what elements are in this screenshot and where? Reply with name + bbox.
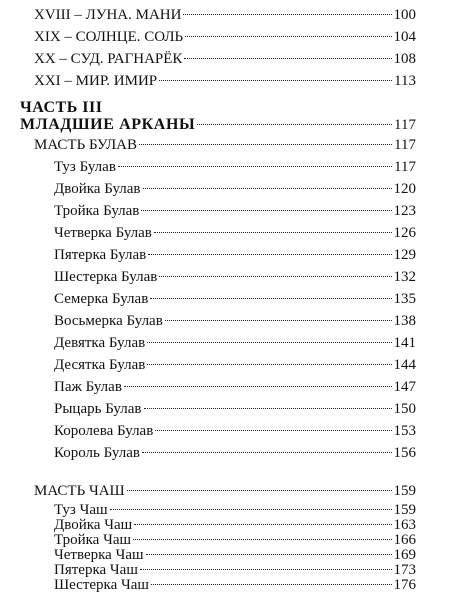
card-page: 173 [393, 562, 416, 578]
dot-leader [146, 553, 392, 555]
dot-leader [118, 165, 392, 167]
toc-entry[interactable] [34, 26, 416, 48]
suit-page: 159 [393, 483, 416, 499]
card-page: 132 [393, 269, 416, 285]
toc-entry-label: XVIII – ЛУНА. МАНИ [34, 7, 182, 23]
card-label: Шестерка Булав [54, 269, 158, 285]
dot-leader [147, 341, 391, 343]
dot-leader [133, 538, 391, 540]
card-page: 138 [393, 313, 416, 329]
card-entry[interactable] [54, 222, 416, 244]
card-entry[interactable] [54, 442, 416, 464]
dot-leader [110, 508, 392, 510]
dot-leader [143, 187, 392, 189]
dot-leader [151, 583, 392, 585]
card-entry[interactable] [54, 398, 416, 420]
dot-leader [185, 35, 391, 37]
card-label: Туз Чаш [54, 502, 108, 518]
dot-leader [147, 363, 391, 365]
card-page: 126 [393, 225, 416, 241]
card-label: Король Булав [54, 445, 140, 461]
card-label: Королева Булав [54, 423, 154, 439]
dot-leader [142, 451, 392, 453]
dot-leader [159, 275, 391, 277]
card-label: Четверка Булав [54, 225, 152, 241]
dot-leader [124, 385, 392, 387]
card-page: 123 [393, 203, 416, 219]
card-page: 153 [393, 423, 416, 439]
card-page: 163 [393, 517, 416, 533]
card-label: Семерка Булав [54, 291, 149, 307]
dot-leader [197, 123, 392, 125]
card-page: 120 [393, 181, 416, 197]
dot-leader [148, 253, 391, 255]
card-label: Паж Булав [54, 379, 122, 395]
dot-leader [165, 319, 392, 321]
card-page: 117 [394, 159, 416, 175]
suit-page: 117 [394, 137, 416, 153]
card-page: 135 [393, 291, 416, 307]
card-entry[interactable] [54, 288, 416, 310]
suit-label: МАСТЬ ЧАШ [34, 483, 125, 499]
dot-leader [150, 297, 391, 299]
toc-entry-page: 100 [393, 7, 416, 23]
dot-leader [155, 429, 391, 431]
toc-entry-page: 108 [393, 51, 416, 67]
toc-entry-label: XX – СУД. РАГНАРЁК [34, 51, 183, 67]
card-entry[interactable] [54, 376, 416, 398]
part-title-page: 117 [394, 117, 416, 133]
dot-leader [154, 231, 392, 233]
card-page: 141 [393, 335, 416, 351]
card-label: Десятка Булав [54, 357, 146, 373]
toc-entry-page: 104 [393, 29, 416, 45]
card-label: Рыцарь Булав [54, 401, 142, 417]
card-page: 129 [393, 247, 416, 263]
dot-leader [144, 407, 392, 409]
toc-entry-label: XIX – СОЛНЦЕ. СОЛЬ [34, 29, 184, 45]
card-label: Восьмерка Булав [54, 313, 163, 329]
dot-leader [183, 13, 391, 15]
card-page: 166 [393, 532, 416, 548]
card-label: Четверка Чаш [54, 547, 144, 563]
part-title: МЛАДШИЕ АРКАНЫ [20, 116, 196, 133]
toc-entry-label: XXI – МИР. ИМИР [34, 73, 158, 89]
dot-leader [140, 568, 392, 570]
card-label: Пятерка Булав [54, 247, 147, 263]
card-page: 176 [393, 577, 416, 593]
dot-leader [141, 209, 391, 211]
dot-leader [134, 523, 391, 525]
dot-leader [139, 143, 392, 145]
card-page: 150 [393, 401, 416, 417]
card-entry[interactable] [54, 354, 416, 376]
card-page: 156 [393, 445, 416, 461]
card-entry[interactable] [54, 156, 416, 178]
card-page: 144 [393, 357, 416, 373]
card-entry[interactable] [54, 574, 416, 592]
part-title-entry[interactable] [20, 114, 416, 136]
card-label: Шестерка Чаш [54, 577, 149, 593]
suit-entry-wands[interactable] [34, 134, 416, 156]
card-label: Тройка Чаш [54, 532, 132, 548]
toc-entry-page: 113 [394, 73, 416, 89]
dot-leader [184, 57, 391, 59]
card-label: Пятерка Чаш [54, 562, 138, 578]
card-page: 159 [393, 502, 416, 518]
card-label: Двойка Булав [54, 181, 141, 197]
card-label: Девятка Булав [54, 335, 146, 351]
card-entry[interactable] [54, 200, 416, 222]
toc-entry[interactable] [34, 4, 416, 26]
card-entry[interactable] [54, 178, 416, 200]
part-heading: ЧАСТЬ III [20, 99, 103, 116]
suit-label: МАСТЬ БУЛАВ [34, 137, 137, 153]
card-label: Тройка Булав [54, 203, 140, 219]
card-entry[interactable] [54, 332, 416, 354]
dot-leader [159, 79, 392, 81]
card-entry[interactable] [54, 420, 416, 442]
toc-entry[interactable] [34, 48, 416, 70]
card-entry[interactable] [54, 244, 416, 266]
card-entry[interactable] [54, 266, 416, 288]
toc-entry[interactable] [34, 70, 416, 92]
card-page: 169 [393, 547, 416, 563]
card-label: Туз Булав [54, 159, 116, 175]
card-label: Двойка Чаш [54, 517, 133, 533]
card-page: 147 [393, 379, 416, 395]
dot-leader [127, 489, 392, 491]
card-entry[interactable] [54, 310, 416, 332]
